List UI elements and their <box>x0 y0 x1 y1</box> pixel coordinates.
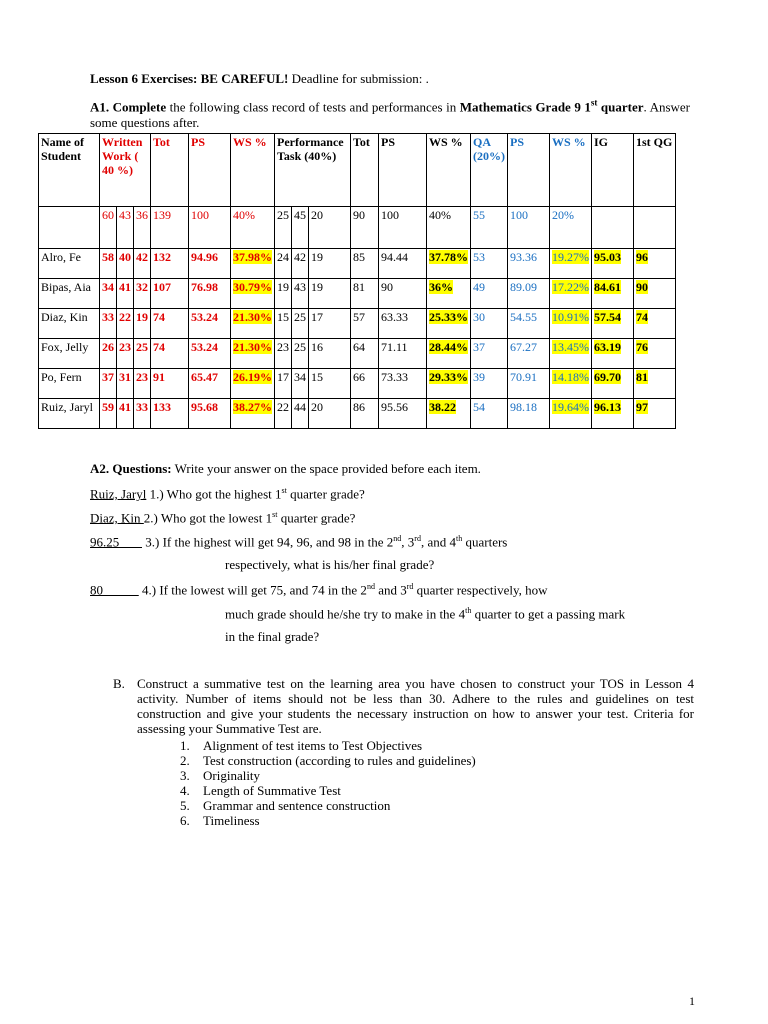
quarter-grade: 81 <box>634 369 676 399</box>
criteria-item: 2. Test construction (according to rules and guidelines) <box>180 753 476 768</box>
written-total: 74 <box>151 309 189 339</box>
performance-ps: 73.33 <box>379 369 427 399</box>
qa-ws: 13.45% <box>550 339 592 369</box>
criteria-item: 4. Length of Summative Test <box>180 783 341 798</box>
performance-score: 34 <box>292 369 309 399</box>
question-2: Diaz, Kin 2.) Who got the lowest 1st quarter grade? <box>90 510 356 526</box>
question-1: Ruiz, Jaryl 1.) Who got the highest 1st quarter grade? <box>90 486 365 502</box>
performance-score: 43 <box>292 279 309 309</box>
criteria-item: 6. Timeliness <box>180 813 260 828</box>
qa-ps: 70.91 <box>508 369 550 399</box>
table-max-row <box>39 207 676 249</box>
max-cell: 40% <box>231 207 275 249</box>
max-cell: 25 <box>275 207 292 249</box>
written-score: 31 <box>117 369 134 399</box>
header-ps: PS <box>189 134 231 207</box>
question-3-continuation: respectively, what is his/her final grade? <box>225 557 435 572</box>
initial-grade: 84.61 <box>592 279 634 309</box>
written-ws: 26.19% <box>231 369 275 399</box>
qa-score: 53 <box>471 249 508 279</box>
a1-instruction <box>90 95 690 131</box>
table-header-row <box>39 134 676 207</box>
performance-total: 81 <box>351 279 379 309</box>
qa-ps: 67.27 <box>508 339 550 369</box>
table-row <box>39 369 676 399</box>
performance-score: 25 <box>292 309 309 339</box>
a1-subject: Mathematics Grade 9 1 <box>459 99 591 115</box>
table-row <box>39 309 676 339</box>
max-cell: 90 <box>351 207 379 249</box>
header-written-work: Written Work ( 40 %) <box>100 134 151 207</box>
qa-ws: 19.64% <box>550 399 592 429</box>
performance-ps: 90 <box>379 279 427 309</box>
performance-score: 15 <box>275 309 292 339</box>
a1-subject-sup: st <box>590 98 598 108</box>
written-ps: 53.24 <box>189 309 231 339</box>
performance-score: 19 <box>309 249 351 279</box>
question-4-continuation-2: in the final grade? <box>225 629 320 644</box>
header-ps3: PS <box>508 134 550 207</box>
performance-total: 66 <box>351 369 379 399</box>
answer-4: 80 <box>90 582 139 598</box>
lesson-title-rest: Deadline for submission: . <box>288 71 429 86</box>
written-ws: 21.30% <box>231 309 275 339</box>
class-record-table <box>38 133 676 429</box>
qa-ws: 19.27% <box>550 249 592 279</box>
header-ws: WS % <box>231 134 275 207</box>
written-total: 107 <box>151 279 189 309</box>
page-number: 1 <box>689 994 695 1008</box>
written-ps: 95.68 <box>189 399 231 429</box>
written-score: 59 <box>100 399 117 429</box>
qa-score: 39 <box>471 369 508 399</box>
student-name: Diaz, Kin <box>39 309 100 339</box>
a1-quarter: quarter <box>600 99 644 115</box>
student-name: Alro, Fe <box>39 249 100 279</box>
max-cell: 100 <box>379 207 427 249</box>
performance-total: 64 <box>351 339 379 369</box>
quarter-grade: 76 <box>634 339 676 369</box>
header-ps2: PS <box>379 134 427 207</box>
max-cell: 43 <box>117 207 134 249</box>
quarter-grade: 97 <box>634 399 676 429</box>
written-total: 132 <box>151 249 189 279</box>
qa-ws: 10.91% <box>550 309 592 339</box>
header-tot2: Tot <box>351 134 379 207</box>
performance-score: 44 <box>292 399 309 429</box>
max-cell: 36 <box>134 207 151 249</box>
performance-score: 22 <box>275 399 292 429</box>
qa-ws: 17.22% <box>550 279 592 309</box>
written-ps: 76.98 <box>189 279 231 309</box>
performance-total: 57 <box>351 309 379 339</box>
student-name: Bipas, Aia <box>39 279 100 309</box>
performance-ps: 95.56 <box>379 399 427 429</box>
header-performance-task: Performance Task (40%) <box>275 134 351 207</box>
max-cell: 60 <box>100 207 117 249</box>
max-cell: 20 <box>309 207 351 249</box>
criteria-item: 5. Grammar and sentence construction <box>180 798 391 813</box>
lesson-title-bold: Lesson 6 Exercises: BE CAREFUL! <box>90 71 289 86</box>
student-name: Ruiz, Jaryl <box>39 399 100 429</box>
header-ig: IG <box>592 134 634 207</box>
header-qg: 1st QG <box>634 134 676 207</box>
qa-ps: 89.09 <box>508 279 550 309</box>
written-ps: 65.47 <box>189 369 231 399</box>
max-cell: 100 <box>508 207 550 249</box>
quarter-grade: 96 <box>634 249 676 279</box>
written-ws: 21.30% <box>231 339 275 369</box>
performance-score: 19 <box>309 279 351 309</box>
written-ps: 53.24 <box>189 339 231 369</box>
question-4-continuation-1: much grade should he/she try to make in the 4th quarter to get a passing mark <box>225 606 626 622</box>
initial-grade: 63.19 <box>592 339 634 369</box>
header-ws3: WS % <box>550 134 592 207</box>
written-score: 42 <box>134 249 151 279</box>
criteria-list <box>180 738 476 828</box>
student-name: Po, Fern <box>39 369 100 399</box>
performance-ws: 28.44% <box>427 339 471 369</box>
written-ps: 94.96 <box>189 249 231 279</box>
question-4: 80 4.) If the lowest will get 75, and 74 in the 2nd and 3rd quarter respectively, how <box>90 582 548 598</box>
criteria-item: 1. Alignment of test items to Test Objectives <box>180 738 423 753</box>
qa-score: 30 <box>471 309 508 339</box>
written-score: 25 <box>134 339 151 369</box>
initial-grade: 96.13 <box>592 399 634 429</box>
header-qa: QA (20%) <box>471 134 508 207</box>
written-total: 74 <box>151 339 189 369</box>
question-3: 96.25 3.) If the highest will get 94, 96, and 98 in the 2nd, 3rd, and 4th quarters <box>90 534 508 550</box>
max-cell: 45 <box>292 207 309 249</box>
a2-heading <box>90 461 481 477</box>
performance-score: 19 <box>275 279 292 309</box>
answer-1: Ruiz, Jaryl <box>90 486 147 502</box>
table-row <box>39 279 676 309</box>
table-row <box>39 339 676 369</box>
written-score: 33 <box>100 309 117 339</box>
initial-grade: 95.03 <box>592 249 634 279</box>
header-name: Name of Student <box>39 134 100 207</box>
qa-score: 49 <box>471 279 508 309</box>
performance-score: 23 <box>275 339 292 369</box>
written-score: 37 <box>100 369 117 399</box>
section-b-text: Construct a summative test on the learning area you have chosen to construct your TOS in Lesson 4 activity. Number of items should not be less than 30. Adhere to the rules and guidelines on test construction and give your students the necessary instruction on how to answer your test. Criteria for assessing your Summative Test are. <box>137 676 694 736</box>
performance-total: 85 <box>351 249 379 279</box>
performance-ps: 63.33 <box>379 309 427 339</box>
written-score: 26 <box>100 339 117 369</box>
initial-grade: 69.70 <box>592 369 634 399</box>
qa-ps: 93.36 <box>508 249 550 279</box>
a1-text2: . Answer some questions after. <box>90 99 691 131</box>
written-score: 33 <box>134 399 151 429</box>
performance-total: 86 <box>351 399 379 429</box>
written-score: 58 <box>100 249 117 279</box>
table-row <box>39 249 676 279</box>
performance-ws: 38.22 <box>427 399 471 429</box>
criteria-item: 3. Originality <box>180 768 261 783</box>
qa-ws: 14.18% <box>550 369 592 399</box>
answer-3: 96.25 <box>90 534 142 550</box>
max-cell: 40% <box>427 207 471 249</box>
performance-score: 42 <box>292 249 309 279</box>
qa-score: 54 <box>471 399 508 429</box>
written-score: 40 <box>117 249 134 279</box>
max-cell: 100 <box>189 207 231 249</box>
written-ws: 30.79% <box>231 279 275 309</box>
performance-ps: 71.11 <box>379 339 427 369</box>
max-cell: 20% <box>550 207 592 249</box>
a2-instruction: Write your answer on the space provided before each item. <box>171 461 481 476</box>
quarter-grade: 90 <box>634 279 676 309</box>
written-total: 133 <box>151 399 189 429</box>
qa-ps: 98.18 <box>508 399 550 429</box>
written-score: 23 <box>117 339 134 369</box>
student-name: Fox, Jelly <box>39 339 100 369</box>
header-tot: Tot <box>151 134 189 207</box>
written-score: 23 <box>134 369 151 399</box>
performance-ws: 37.78% <box>427 249 471 279</box>
performance-ws: 25.33% <box>427 309 471 339</box>
written-score: 22 <box>117 309 134 339</box>
performance-score: 17 <box>309 309 351 339</box>
performance-score: 25 <box>292 339 309 369</box>
written-score: 34 <box>100 279 117 309</box>
initial-grade: 57.54 <box>592 309 634 339</box>
section-b-marker: B. <box>113 676 125 691</box>
lesson-title <box>90 71 429 87</box>
written-score: 41 <box>117 399 134 429</box>
performance-score: 15 <box>309 369 351 399</box>
max-cell: 55 <box>471 207 508 249</box>
answer-2: Diaz, Kin <box>90 510 144 526</box>
performance-score: 20 <box>309 399 351 429</box>
performance-score: 24 <box>275 249 292 279</box>
performance-ps: 94.44 <box>379 249 427 279</box>
performance-score: 17 <box>275 369 292 399</box>
table-row <box>39 399 676 429</box>
a2-label: A2. Questions: <box>90 461 172 476</box>
quarter-grade: 74 <box>634 309 676 339</box>
a1-text1: the following class record of tests and performances in <box>166 99 460 115</box>
written-score: 41 <box>117 279 134 309</box>
qa-ps: 54.55 <box>508 309 550 339</box>
written-ws: 37.98% <box>231 249 275 279</box>
performance-ws: 29.33% <box>427 369 471 399</box>
max-cell: 139 <box>151 207 189 249</box>
written-score: 32 <box>134 279 151 309</box>
a1-label: A1. Complete <box>90 99 167 115</box>
written-total: 91 <box>151 369 189 399</box>
performance-score: 16 <box>309 339 351 369</box>
written-score: 19 <box>134 309 151 339</box>
header-ws2: WS % <box>427 134 471 207</box>
written-ws: 38.27% <box>231 399 275 429</box>
qa-score: 37 <box>471 339 508 369</box>
performance-ws: 36% <box>427 279 471 309</box>
